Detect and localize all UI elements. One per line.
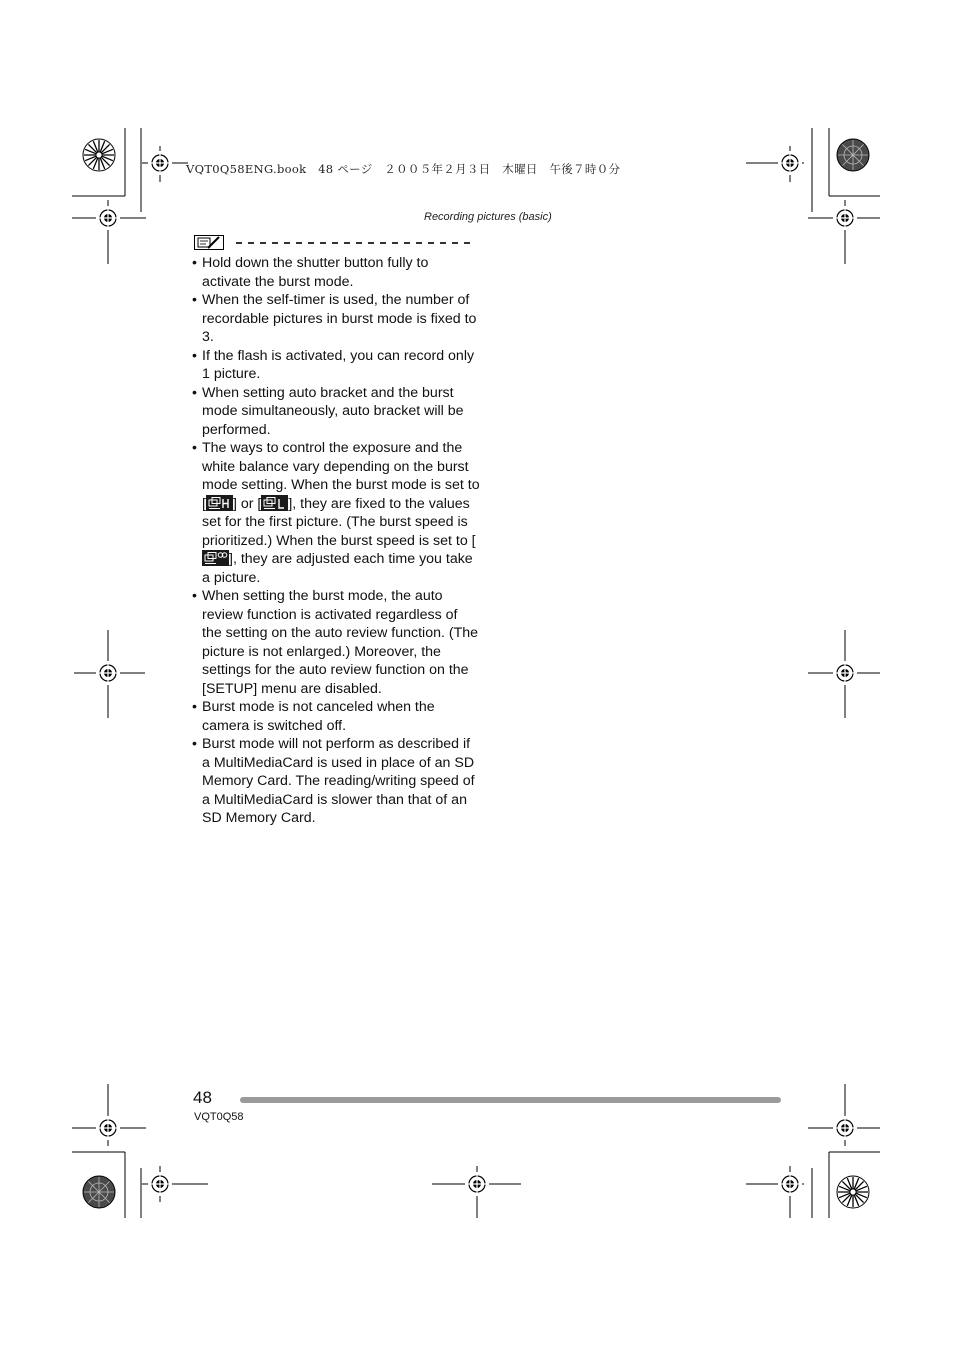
section-title: Recording pictures (basic) — [424, 211, 552, 223]
burst-low-speed-icon — [261, 495, 288, 511]
model-code: VQT0Q58 — [194, 1111, 244, 1123]
note-text: When setting auto bracket and the burst mode simultaneously, auto bracket will be performed. — [202, 384, 464, 438]
note-text: Burst mode is not canceled when the camera is switched off. — [202, 699, 435, 734]
note-text: When setting the burst mode, the auto review function is activated regardless of the setting on the auto review function. (The picture is not enlarged.) Moreover, the settings for the auto review function on the [SETUP] menu are disabled. — [202, 588, 479, 697]
note-text: When the self-timer is used, the number of recordable pictures in burst mode is fixed to 3. — [202, 292, 477, 345]
page-bar — [240, 1097, 781, 1103]
burst-high-speed-icon — [206, 495, 233, 511]
list-item — [191, 587, 481, 698]
list-item — [191, 347, 481, 384]
note-divider — [236, 242, 476, 244]
note-text: ], they are adjusted each time you take a picture. — [202, 551, 473, 586]
note-text: The ways to control the exposure and the white balance vary depending on the burst mode setting. When the burst mode is set to [ — [202, 440, 480, 512]
note-text: If the flash is activated, you can record only 1 picture. — [202, 347, 475, 382]
list-item — [191, 384, 481, 440]
note-pencil-icon — [194, 235, 224, 250]
note-text: Hold down the shutter button fully to activate the burst mode. — [202, 255, 429, 290]
page-number: 48 — [193, 1088, 212, 1107]
list-item — [191, 698, 481, 735]
note-text: ] or [ — [232, 495, 262, 512]
list-item — [191, 291, 481, 347]
notes-list — [191, 254, 481, 828]
print-header: VQT0Q58ENG.book 48 ページ ２００５年２月３日 木曜日 午後７時０分 — [186, 162, 621, 176]
note-text: ], they are fixed to the values set for the first picture. (The burst speed is prioritized.) When the burst speed is set to [ — [202, 495, 476, 549]
list-item — [191, 439, 481, 587]
list-item — [191, 254, 481, 291]
note-text: Burst mode will not perform as described if a MultiMediaCard is used in place of an SD Memory Card. The reading/writing speed of a MultiMediaCard is slower than that of an SD Memory Card. — [202, 736, 475, 826]
burst-unlimited-icon — [202, 550, 229, 566]
list-item — [191, 735, 481, 828]
